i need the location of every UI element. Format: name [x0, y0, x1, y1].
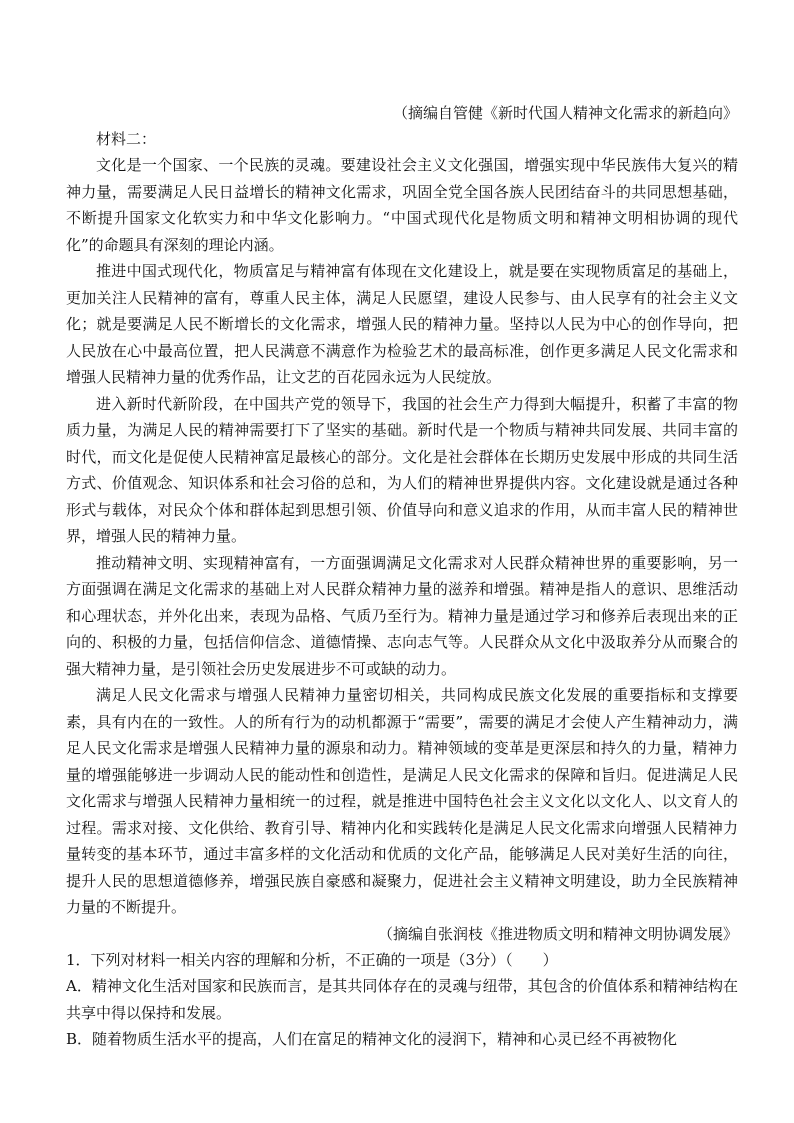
paragraph-5: 满足人民文化需求与增强人民精神力量密切相关，共同构成民族文化发展的重要指标和支撑要素，具有内在的一致性。人的所有行为的动机都源于“需要”，需要的满足才会使人产生精神动力，满足人民文化需求是增强人民精神力量的源泉和动力。精神领域的变革是更深层和持久的力量，精神力量的增强能够进一步调动人民的能动性和创造性，是满足人民文化需求的保障和旨归。促进满足人民文化需求与增强人民精神力量相统一的过程，就是推进中国特色社会主义文化以文化人、以文育人的过程。需求对接、文化供给、教育引导、精神内化和实践转化是满足人民文化需求向增强人民精神力量转变的基本环节，通过丰富多样的文化活动和优质的文化产品，能够满足人民对美好生活的向往，提升人民的思想道德修养，增强民族自豪感和凝聚力，促进社会主义精神文明建设，助力全民族精神力量的不断提升。 — [66, 686, 738, 916]
paragraph-2: 推进中国式现代化，物质富足与精神富有体现在文化建设上，就是要在实现物质富足的基础上，更加关注人民精神的富有，尊重人民主体，满足人民愿望，建设人民参与、由人民享有的社会主义文化；就是要满足人民不断增长的文化需求，增强人民的精神力量。坚持以人民为中心的创作导向，把人民放在心中最高位置，把人民满意不满意作为检验艺术的最高标准，创作更多满足人民文化需求和增强人民精神力量的优秀作品，让文艺的百花园永远为人民绽放。 — [66, 262, 738, 386]
paragraph-4: 推动精神文明、实现精神富有，一方面强调满足文化需求对人民群众精神世界的重要影响，另一方面强调在满足文化需求的基础上对人民群众精神力量的滋养和增强。精神是指人的意识、思维活动和心理状态，并外化出来，表现为品格、气质乃至行为。精神力量是通过学习和修养后表现出来的正向的、积极的力量，包括信仰信念、道德情操、志向志气等。人民群众从文化中汲取养分从而聚合的强大精神力量，是引领社会历史发展进步不可或缺的动力。 — [66, 553, 738, 678]
option-b: B．随着物质生活水平的提高，人们在富足的精神文化的浸润下，精神和心灵已经不再被物化 — [66, 1030, 678, 1048]
source-citation-bottom: （摘编自张润枝《推进物质文明和精神文明协调发展》 — [377, 924, 738, 943]
material-label: 材料二： — [96, 130, 157, 148]
option-a: A．精神文化生活对国家和民族而言，是其共同体存在的灵魂与纽带，其包含的价值体系和精神结构在共享中得以保持和发展。 — [66, 977, 738, 1022]
question-1: 1．下列对材料一相关内容的理解和分析，不正确的一项是（3分）（ ） — [66, 950, 558, 969]
source-citation-top: （摘编自管健《新时代国人精神文化需求的新趋向》 — [392, 104, 738, 122]
paragraph-1: 文化是一个国家、一个民族的灵魂。要建设社会主义文化强国，增强实现中华民族伟大复兴的精神力量，需要满足人民日益增长的精神文化需求，巩固全党全国各族人民团结奋斗的共同思想基础，不断提升国家文化软实力和中华文化影响力。“中国式现代化是物质文明和精神文明相协调的现代化”的命题具有深刻的理论内涵。 — [66, 156, 738, 254]
paragraph-3: 进入新时代新阶段，在中国共产党的领导下，我国的社会生产力得到大幅提升，积蓄了丰富的物质力量，为满足人民的精神需要打下了坚实的基础。新时代是一个物质与精神共同发展、共同丰富的时代，而文化是促使人民精神富足最核心的部分。文化是社会群体在长期历史发展中形成的共同生活方式、价值观念、知识体系和社会习俗的总和，为人们的精神世界提供内容。文化建设就是通过各种形式与载体，对民众个体和群体起到思想引领、价值导向和意义追求的作用，从而丰富人民的精神世界，增强人民的精神力量。 — [66, 394, 738, 545]
